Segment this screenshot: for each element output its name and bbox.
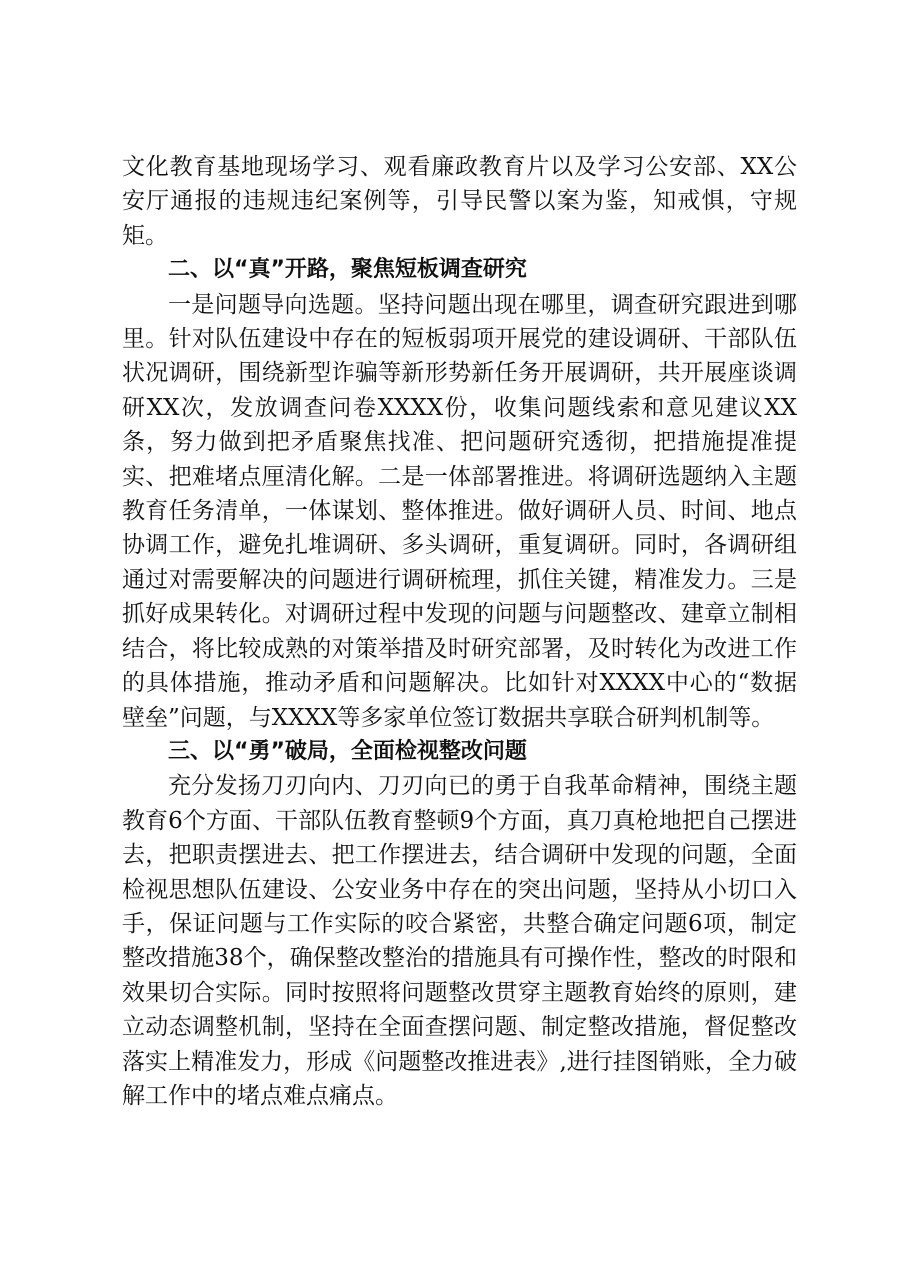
section-2-heading: 二、以“真”开路，聚焦短板调查研究 — [168, 257, 527, 283]
section-3-heading: 三、以“勇”破局，全面检视整改问题 — [168, 738, 527, 764]
section-2-paragraph: 一是问题导向选题。坚持问题出现在哪里，调查研究跟进到哪里。针对队伍建设中存在的短板弱项开展党的建设调研、干部队伍状况调研，围绕新型诈骗等新形势新任务开展调研，共开展座谈调研XX次，发放调查问卷XXXX份，收集问题线索和意见建议XX条，努力做到把矛盾聚焦找准、把问题研究透彻，把措施提准提实、把难堵点厘清化解。二是一体部署推进。将调研选题纳入主题教育任务清单，一体谋划、整体推进。做好调研人员、时间、地点协调工作，避免扎堆调研、多头调研，重复调研。同时，各调研组通过对需要解决的问题进行调研梳理，抓住关键，精准发力。三是抓好成果转化。对调研过程中发现的问题与问题整改、建章立制相结合，将比较成熟的对策举措及时研究部署，及时转化为改进工作的具体措施，推动矛盾和问题解决。比如针对XXXX中心的“数据壁垒”问题，与XXXX等多家单位签订数据共享联合研判机制等。 — [122, 291, 797, 731]
section-3-paragraph: 充分发扬刀刃向内、刀刃向已的勇于自我革命精神，围绕主题教育6个方面、干部队伍教育整顿9个方面，真刀真枪地把自己摆进去，把职责摆进去、把工作摆进去，结合调研中发现的问题，全面检视思想队伍建设、公安业务中存在的突出问题，坚持从小切口入手，保证问题与工作实际的咬合紧密，共整合确定问题6项，制定整改措施38个，确保整改整治的措施具有可操作性，整改的时限和效果切合实际。同时按照将问题整改贯穿主题教育始终的原则，建立动态调整机制，坚持在全面查摆问题、制定整改措施，督促整改落实上精准发力，形成《问题整改推进表》,进行挂图销账，全力破解工作中的堵点难点痛点。 — [122, 773, 797, 1109]
intro-paragraph: 文化教育基地现场学习、观看廉政教育片以及学习公安部、XX公安厅通报的违规违纪案例等，引导民警以案为鉴，知戒惧，守规矩。 — [122, 154, 797, 249]
document-page — [122, 150, 797, 1113]
